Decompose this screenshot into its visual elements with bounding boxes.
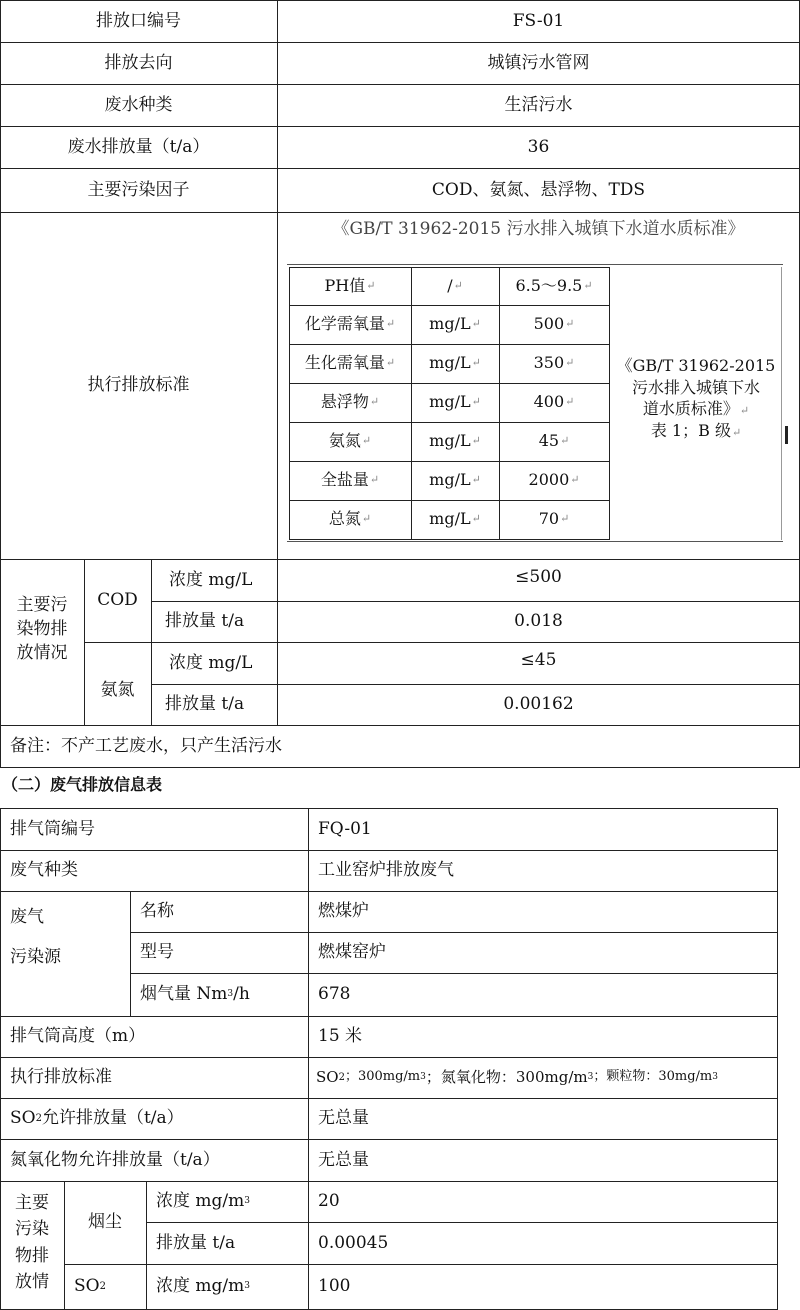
ww-row-value: 36	[527, 136, 550, 157]
nh3-amount-label: 排放量 t/a	[165, 694, 245, 715]
std-name: 氨氮 ↵	[328, 431, 372, 451]
so2-allow-value: 无总量	[318, 1108, 369, 1129]
cod-amount-value: 0.018	[514, 611, 563, 632]
gas-type-label: 废气种类	[10, 860, 78, 881]
std-unit: mg/L ↵	[429, 509, 481, 529]
so2-allow-label: SO 2 允许排放量（t/a）	[10, 1108, 184, 1129]
exhaust-standard-label: 执行排放标准	[10, 1067, 112, 1088]
flow-label: 烟气量 Nm 3 /h	[140, 984, 250, 1005]
model-label: 型号	[140, 942, 174, 963]
ww-standard-label: 执行排放标准	[87, 375, 190, 396]
std-unit: mg/L ↵	[429, 392, 481, 412]
std-unit: mg/L ↵	[429, 314, 481, 334]
name-value: 燃煤炉	[318, 901, 369, 922]
model-value: 燃煤窑炉	[318, 942, 386, 963]
ww-emission-label-line: 放情况	[16, 642, 68, 663]
exhaust-emission-label-line: 主要	[15, 1193, 49, 1213]
source-label-line: 废气	[10, 907, 44, 927]
std-value: 400 ↵	[533, 392, 575, 412]
ww-standard-title: 《GB/T 31962-2015 污水排入城镇下水道水质标准》	[332, 218, 745, 239]
std-unit: / ↵	[447, 275, 463, 295]
ww-row-value: COD、氨氮、悬浮物、TDS	[431, 179, 646, 200]
std-unit: mg/L ↵	[429, 431, 481, 451]
dust-conc-label: 浓度 mg/m 3	[156, 1191, 250, 1212]
std-note-line: 道水质标准》↵	[642, 399, 750, 419]
name-label: 名称	[140, 901, 174, 922]
ww-row-label: 主要污染因子	[87, 179, 190, 200]
std-note-line: 污水排入城镇下水	[631, 377, 760, 397]
ww-row-label: 排放去向	[104, 52, 173, 73]
nox-allow-label: 氮氧化物允许排放量（t/a）	[10, 1149, 220, 1170]
std-note-line: 表 1；B 级↵	[650, 420, 742, 440]
ww-row-value: FS-01	[512, 10, 565, 31]
std-value: 45 ↵	[538, 431, 570, 451]
flow-value: 678	[318, 984, 351, 1005]
ww-row-label: 废水种类	[104, 94, 173, 115]
nox-allow-value: 无总量	[318, 1149, 369, 1170]
gas-type-value: 工业窑炉排放废气	[318, 860, 454, 881]
height-value: 15 米	[318, 1026, 363, 1047]
std-unit: mg/L ↵	[429, 470, 481, 490]
std-unit: mg/L ↵	[429, 353, 481, 373]
std-name: 生化需氧量 ↵	[304, 353, 396, 373]
std-value: 2000 ↵	[528, 470, 580, 490]
dust-amount-label: 排放量 t/a	[156, 1232, 236, 1253]
source-label-line: 污染源	[10, 946, 61, 967]
ww-emission-label-line: 染物排	[16, 618, 68, 639]
exhaust-standard-value: SO 2 ；300mg/m 3 ；氮氧化物：300mg/m 3 ；颗粒物：30mg/m 3	[316, 1067, 718, 1086]
stack-id-label: 排气筒编号	[10, 818, 95, 839]
std-note-line: 《GB/T 31962-2015	[616, 356, 776, 375]
exhaust-section-heading: （二）废气排放信息表	[2, 775, 163, 794]
so2-conc-label: 浓度 mg/m 3	[156, 1276, 250, 1297]
exhaust-emission-label	[0, 1190, 64, 1295]
std-note	[610, 355, 782, 441]
ww-remark: 备注：不产工艺废水，只产生活污水	[10, 735, 282, 756]
source-label	[10, 898, 61, 978]
ww-row-label: 废水排放量（t/a）	[67, 136, 210, 157]
dust-conc-value: 20	[318, 1191, 340, 1212]
std-name: 悬浮物 ↵	[320, 392, 380, 412]
exhaust-emission-label-line: 物排	[15, 1245, 49, 1266]
ww-emission-label-line: 主要污	[16, 595, 68, 615]
std-value: 500 ↵	[533, 314, 575, 334]
ww-row-value: 生活污水	[504, 94, 573, 115]
ww-row-value: 城镇污水管网	[487, 52, 590, 73]
cod-label: COD	[97, 590, 138, 611]
std-value: 350 ↵	[533, 353, 575, 373]
stack-id-value: FQ-01	[318, 818, 372, 839]
so2-label: SO 2	[74, 1276, 106, 1297]
dust-label: 烟尘	[88, 1212, 122, 1233]
exhaust-emission-label-line: 污染	[15, 1219, 49, 1240]
std-name: 全盐量 ↵	[320, 470, 380, 490]
std-name: PH值 ↵	[324, 275, 376, 295]
dust-amount-value: 0.00045	[318, 1232, 389, 1253]
height-label: 排气筒高度（m）	[10, 1026, 146, 1047]
nh3-conc-value: ≤45	[520, 649, 557, 670]
nh3-conc-label: 浓度 mg/L	[169, 652, 253, 673]
exhaust-emission-label-line: 放情	[15, 1272, 49, 1293]
std-name: 化学需氧量 ↵	[304, 314, 396, 334]
cod-conc-label: 浓度 mg/L	[169, 569, 253, 590]
nh3-amount-value: 0.00162	[503, 694, 574, 715]
std-value: 70 ↵	[538, 509, 570, 529]
std-value: 6.5～9.5 ↵	[515, 275, 593, 295]
ww-emission-label	[0, 594, 84, 665]
std-name: 总氮 ↵	[328, 509, 372, 529]
ww-row-label: 排放口编号	[96, 10, 181, 31]
cod-conc-value: ≤500	[515, 566, 562, 587]
ammonia-label: 氨氮	[100, 680, 135, 701]
so2-conc-value: 100	[318, 1276, 351, 1297]
cod-amount-label: 排放量 t/a	[165, 611, 245, 632]
